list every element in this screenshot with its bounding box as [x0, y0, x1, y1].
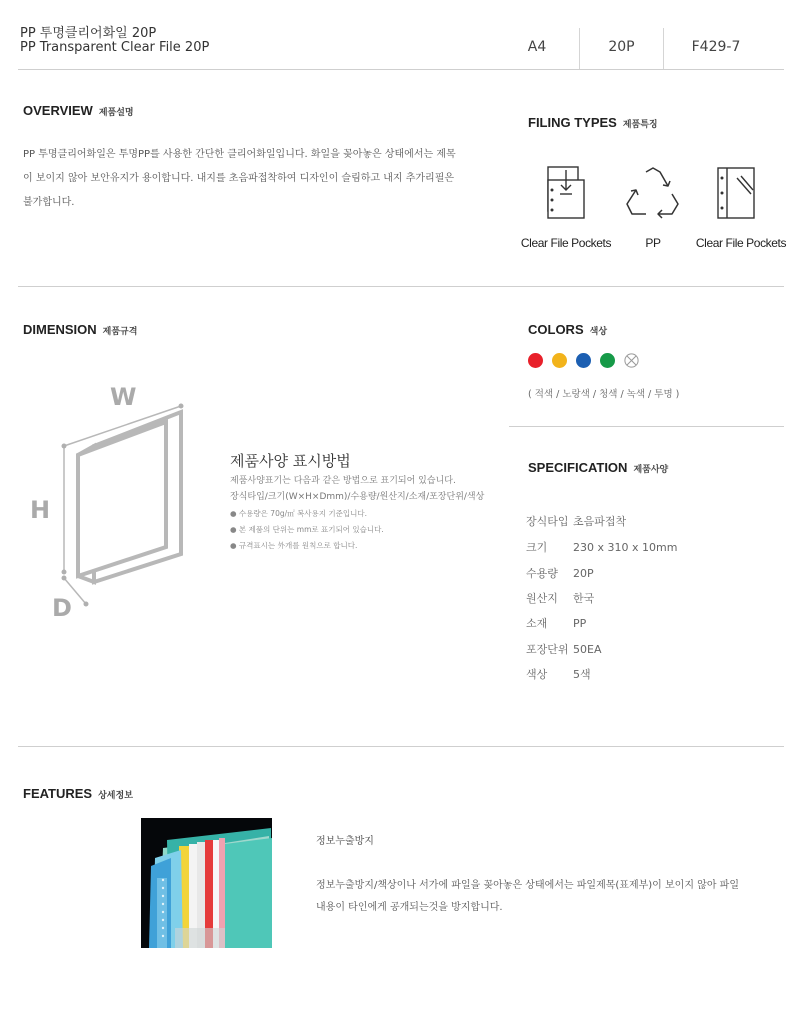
- dimension-title-text: DIMENSION: [23, 322, 97, 337]
- spec-key: 원산지: [526, 592, 558, 605]
- width-label: W: [110, 383, 137, 411]
- dimension-bullet: ● 본 제품의 단위는 mm로 표기되어 있습니다.: [230, 525, 384, 534]
- features-heading: 정보누출방지: [316, 836, 374, 847]
- title-english: PP Transparent Clear File 20P: [20, 40, 210, 55]
- features-title: [23, 786, 133, 801]
- spec-row: [526, 565, 594, 581]
- dimension-title: [23, 322, 137, 337]
- spec-value: PP: [573, 617, 587, 630]
- filing-type-label: Clear File Pockets: [520, 236, 612, 250]
- recycle-icon: [624, 166, 682, 220]
- spec-row: [526, 539, 677, 555]
- spec-value: 한국: [573, 592, 595, 605]
- overview-title: [23, 103, 134, 118]
- colors-title: [528, 322, 607, 337]
- spec-key: 포장단위: [526, 643, 569, 656]
- filing-types-subtitle: 제품특징: [622, 119, 658, 129]
- section-rule: [18, 286, 784, 287]
- binder-dimension-diagram: [28, 382, 208, 622]
- spec-value: 5색: [573, 668, 591, 681]
- filing-types-title: [528, 115, 658, 130]
- spec-row: [526, 513, 626, 529]
- title-korean: PP 투명클리어화일 20P: [20, 26, 157, 41]
- filing-type-label: Clear File Pockets: [695, 236, 787, 250]
- color-swatch-green: [600, 353, 615, 368]
- header-rule: [18, 69, 784, 70]
- spec-value: 50EA: [573, 643, 602, 656]
- color-swatch-red: [528, 353, 543, 368]
- filing-types-title-text: FILING TYPES: [528, 115, 617, 130]
- specification-title: [528, 460, 668, 475]
- dimension-subtitle: 제품규격: [102, 326, 138, 336]
- overview-description: [23, 143, 493, 215]
- dimension-bullet: ● 규격표시는 外개를 원칙으로 합니다.: [230, 541, 358, 550]
- features-subtitle: 상세정보: [98, 790, 133, 800]
- spec-value: 20P: [573, 567, 594, 580]
- dimension-heading: 제품사양 표시방법: [230, 452, 351, 470]
- overview-subtitle: 제품설명: [98, 107, 134, 117]
- colors-caption: ( 적색 / 노랑색 / 청색 / 녹색 / 투명 ): [528, 389, 680, 400]
- dimension-note: 제품사양표기는 다음과 같은 방법으로 표기되어 있습니다.: [230, 476, 456, 486]
- overview-line: PP 투명클리어화일은 투명PP를 사용한 간단한 클리어화일입니다. 화일을 꽂아놓은 상태에서는 제목: [23, 149, 456, 160]
- dimension-bullet: ● 수용량은 70g/㎡ 복사용지 기준입니다.: [230, 509, 367, 518]
- section-rule: [18, 746, 784, 747]
- colors-subtitle: 색상: [589, 326, 608, 336]
- overview-line: 이 보이지 않아 보안유지가 용이합니다. 내지를 초음파접착하여 디자인이 슬림하고 내지 추가리필은: [23, 173, 455, 184]
- spec-row: [526, 615, 586, 631]
- section-rule: [509, 426, 784, 427]
- spec-key: 수용량: [526, 567, 558, 580]
- spec-row: [526, 590, 594, 606]
- features-line: 정보누출방지/책상이나 서가에 파일을 꽂아놓은 상태에서는 파일제목(표제부)이 보이지 않아 파일: [316, 880, 740, 891]
- colors-title-text: COLORS: [528, 322, 584, 337]
- spec-key: 크기: [526, 541, 548, 554]
- specification-title-text: SPECIFICATION: [528, 460, 628, 475]
- specification-subtitle: 제품사양: [633, 464, 669, 474]
- overview-title-text: OVERVIEW: [23, 103, 93, 118]
- spec-row: [526, 666, 591, 682]
- height-label: H: [30, 496, 51, 524]
- color-swatch-yellow: [552, 353, 567, 368]
- spec-key: 색상: [526, 668, 548, 681]
- dimension-format: 장식타입/크기(W×H×Dmm)/수용량/원산지/소재/포장단위/색상: [230, 492, 485, 502]
- overview-line: 불가합니다.: [23, 197, 75, 208]
- spec-key: 소재: [526, 617, 548, 630]
- clear-file-pocket-icon: [715, 166, 759, 222]
- features-line: 내용이 타인에게 공개되는것을 방지합니다.: [316, 902, 503, 913]
- spec-key: 장식타입: [526, 515, 569, 528]
- pages-cell: 20P: [608, 39, 635, 55]
- spec-value: 초음파접착: [573, 515, 627, 528]
- product-photo: [141, 818, 272, 948]
- features-title-text: FEATURES: [23, 786, 93, 801]
- size-cell: A4: [527, 39, 547, 55]
- depth-label: D: [52, 594, 72, 622]
- color-swatch-transparent: [624, 353, 639, 368]
- spec-value: 230 x 310 x 10mm: [573, 541, 678, 554]
- spec-row: [526, 641, 601, 657]
- color-swatch-blue: [576, 353, 591, 368]
- code-cell: F429-7: [691, 39, 741, 55]
- filing-type-label: PP: [645, 236, 661, 250]
- clear-file-pocket-insert-icon: [540, 166, 588, 224]
